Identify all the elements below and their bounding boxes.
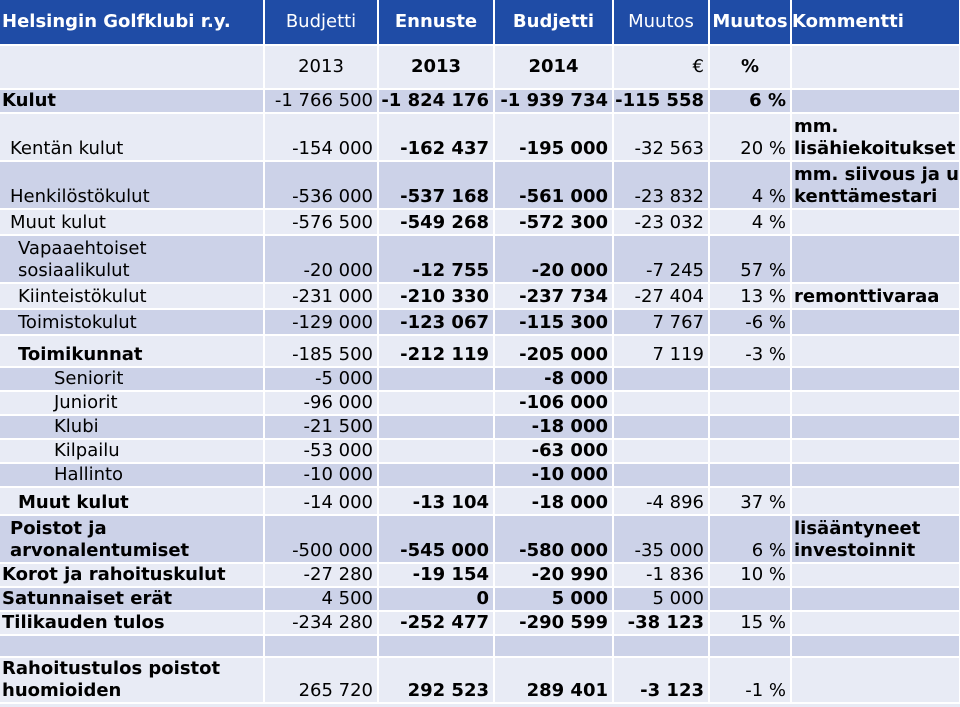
row-label [0, 657, 264, 703]
cell-budget-2014: -115 300 [494, 309, 613, 335]
comment-line: lisähiekoitukset [794, 138, 956, 159]
table-row [0, 283, 960, 309]
comment-line: mm. siivous ja u [794, 164, 959, 185]
cell-change-eur [613, 463, 709, 487]
cell-change-pct [709, 463, 791, 487]
row-label: Toimistokulut [0, 309, 264, 335]
cell-budget-2014: -290 599 [494, 611, 613, 635]
cell-budget-2013: -21 500 [264, 415, 378, 439]
cell-comment [791, 611, 960, 635]
label-line: Vapaaehtoiset [18, 238, 147, 259]
cell-change-pct: -6 % [709, 309, 791, 335]
cell-comment [791, 89, 960, 113]
cell-forecast-2013: -212 119 [378, 335, 494, 367]
table-row [0, 113, 960, 161]
row-label: Kiinteistökulut [0, 283, 264, 309]
cell-budget-2013: -20 000 [264, 235, 378, 283]
cell-budget-2013: -154 000 [264, 113, 378, 161]
row-label [0, 515, 264, 563]
cell-budget-2013: 265 720 [264, 657, 378, 703]
row-label: Kulut [0, 89, 264, 113]
cell-comment [791, 463, 960, 487]
table-row [0, 235, 960, 283]
cell-change-pct: 10 % [709, 563, 791, 587]
cell-budget-2014: -10 000 [494, 463, 613, 487]
label-line: arvonalentumiset [10, 540, 190, 561]
cell-budget-2013: -500 000 [264, 515, 378, 563]
cell-change-eur [613, 439, 709, 463]
cell-change-pct: 4 % [709, 209, 791, 235]
cell-budget-2013: -234 280 [264, 611, 378, 635]
cell-change-eur: 7 119 [613, 335, 709, 367]
table-row [0, 587, 960, 611]
cell-change-pct [709, 439, 791, 463]
cell-comment: remonttivaraa [791, 283, 960, 309]
cell-forecast-2013 [378, 439, 494, 463]
table-row [0, 515, 960, 563]
table-row [0, 335, 960, 367]
cell-budget-2013: -14 000 [264, 487, 378, 515]
cell-change-eur [613, 367, 709, 391]
cell-budget-2013: -96 000 [264, 391, 378, 415]
cell-budget-2014: -18 000 [494, 415, 613, 439]
col-header-budget-2013: Budjetti [264, 0, 378, 45]
table-row [0, 89, 960, 113]
spacer-row [0, 635, 960, 657]
cell-change-pct: 6 % [709, 89, 791, 113]
row-label: Korot ja rahoituskulut [0, 563, 264, 587]
year-budget-2014: 2014 [494, 45, 613, 89]
subheader-row [0, 45, 960, 89]
cell-forecast-2013: -19 154 [378, 563, 494, 587]
table-row [0, 657, 960, 703]
table-row [0, 439, 960, 463]
cell-forecast-2013: -12 755 [378, 235, 494, 283]
row-label: Satunnaiset erät [0, 587, 264, 611]
cell-budget-2013: -27 280 [264, 563, 378, 587]
unit-percent: % [709, 45, 791, 89]
cell-change-pct: 6 % [709, 515, 791, 563]
cell-comment [791, 367, 960, 391]
table-row [0, 415, 960, 439]
cell-change-pct: 15 % [709, 611, 791, 635]
cell-comment [791, 235, 960, 283]
cell-change-pct: 4 % [709, 161, 791, 209]
label-line: huomioiden [2, 680, 122, 701]
cell-forecast-2013: 292 523 [378, 657, 494, 703]
cell-comment [791, 587, 960, 611]
row-label: Hallinto [0, 463, 264, 487]
cell-change-eur: -7 245 [613, 235, 709, 283]
cell-budget-2013: -231 000 [264, 283, 378, 309]
label-line: Rahoitustulos poistot [2, 658, 221, 679]
cell-change-eur: 5 000 [613, 587, 709, 611]
col-header-budget-2014: Budjetti [494, 0, 613, 45]
cell-budget-2013: -536 000 [264, 161, 378, 209]
cell-budget-2013: -5 000 [264, 367, 378, 391]
table-row [0, 611, 960, 635]
table-row [0, 367, 960, 391]
label-line: sosiaalikulut [18, 260, 130, 281]
row-label: Toimikunnat [0, 335, 264, 367]
row-label: Kilpailu [0, 439, 264, 463]
header-row [0, 0, 960, 45]
cell-budget-2014: -8 000 [494, 367, 613, 391]
cell-change-pct: 13 % [709, 283, 791, 309]
table-row [0, 209, 960, 235]
cell-budget-2014: -561 000 [494, 161, 613, 209]
cell-comment [791, 563, 960, 587]
cell-budget-2014: -18 000 [494, 487, 613, 515]
cell-budget-2014: -1 939 734 [494, 89, 613, 113]
cell-forecast-2013 [378, 463, 494, 487]
cell-budget-2014: 5 000 [494, 587, 613, 611]
cell-forecast-2013: -252 477 [378, 611, 494, 635]
row-label: Muut kulut [0, 209, 264, 235]
cell-budget-2014: -20 990 [494, 563, 613, 587]
cell-change-pct: 20 % [709, 113, 791, 161]
cell-budget-2013: -10 000 [264, 463, 378, 487]
row-label: Henkilöstökulut [0, 161, 264, 209]
cell-comment [791, 113, 960, 161]
cell-comment [791, 657, 960, 703]
cell-change-eur: -3 123 [613, 657, 709, 703]
cell-comment [791, 415, 960, 439]
label-line: Poistot ja [10, 518, 107, 539]
cell-budget-2014: -205 000 [494, 335, 613, 367]
cell-change-pct: -1 % [709, 657, 791, 703]
cell-comment [791, 439, 960, 463]
cell-forecast-2013: -537 168 [378, 161, 494, 209]
cell-budget-2014: -572 300 [494, 209, 613, 235]
cell-forecast-2013: 0 [378, 587, 494, 611]
cell-budget-2014: -237 734 [494, 283, 613, 309]
cell-budget-2014: 289 401 [494, 657, 613, 703]
cell-forecast-2013: -210 330 [378, 283, 494, 309]
row-label: Muut kulut [0, 487, 264, 515]
row-label: Tilikauden tulos [0, 611, 264, 635]
table-row [0, 463, 960, 487]
cell-change-pct [709, 587, 791, 611]
cell-change-eur: -1 836 [613, 563, 709, 587]
col-header-change-eur: Muutos [613, 0, 709, 45]
comment-line: lisääntyneet [794, 518, 921, 539]
cell-comment [791, 335, 960, 367]
cell-forecast-2013 [378, 367, 494, 391]
cell-budget-2013: -129 000 [264, 309, 378, 335]
cell-change-pct [709, 415, 791, 439]
cell-change-eur [613, 415, 709, 439]
cell-forecast-2013: -1 824 176 [378, 89, 494, 113]
cell-change-eur: -38 123 [613, 611, 709, 635]
cell-budget-2014: -63 000 [494, 439, 613, 463]
col-header-comment: Kommentti [791, 0, 960, 45]
cell-change-pct [709, 391, 791, 415]
cell-budget-2013: -1 766 500 [264, 89, 378, 113]
cell-change-eur: -35 000 [613, 515, 709, 563]
comment-line: investoinnit [794, 540, 916, 561]
row-label: Juniorit [0, 391, 264, 415]
table-row [0, 309, 960, 335]
unit-euro: € [613, 45, 709, 89]
cell-comment [791, 309, 960, 335]
row-label: Seniorit [0, 367, 264, 391]
cell-change-eur: -27 404 [613, 283, 709, 309]
cell-forecast-2013: -549 268 [378, 209, 494, 235]
cell-comment [791, 209, 960, 235]
cell-forecast-2013: -123 067 [378, 309, 494, 335]
cell-change-pct: 37 % [709, 487, 791, 515]
comment-line: mm. [794, 116, 839, 137]
cell-comment [791, 487, 960, 515]
cell-comment [791, 515, 960, 563]
table-row [0, 391, 960, 415]
cell-forecast-2013: -545 000 [378, 515, 494, 563]
cell-budget-2014: -20 000 [494, 235, 613, 283]
cell-change-pct: -3 % [709, 335, 791, 367]
cell-budget-2014: -195 000 [494, 113, 613, 161]
year-forecast-2013: 2013 [378, 45, 494, 89]
cell-change-eur: -23 032 [613, 209, 709, 235]
cell-budget-2013: -53 000 [264, 439, 378, 463]
cell-change-eur [613, 391, 709, 415]
cell-change-eur: -4 896 [613, 487, 709, 515]
row-label: Klubi [0, 415, 264, 439]
col-header-forecast-2013: Ennuste [378, 0, 494, 45]
cell-budget-2014: -580 000 [494, 515, 613, 563]
cell-budget-2014: -106 000 [494, 391, 613, 415]
cell-comment [791, 391, 960, 415]
table-row [0, 563, 960, 587]
row-label [0, 235, 264, 283]
cell-budget-2013: -185 500 [264, 335, 378, 367]
cell-comment [791, 161, 960, 209]
org-name: Helsingin Golfklubi r.y. [0, 0, 264, 45]
cell-change-eur: -23 832 [613, 161, 709, 209]
cell-change-pct: 57 % [709, 235, 791, 283]
cell-forecast-2013 [378, 391, 494, 415]
table-row [0, 487, 960, 515]
year-budget-2013: 2013 [264, 45, 378, 89]
cell-change-eur: 7 767 [613, 309, 709, 335]
cell-budget-2013: 4 500 [264, 587, 378, 611]
table-row [0, 161, 960, 209]
col-header-change-pct: Muutos [709, 0, 791, 45]
row-label: Kentän kulut [0, 113, 264, 161]
cell-budget-2013: -576 500 [264, 209, 378, 235]
cell-change-eur: -32 563 [613, 113, 709, 161]
cell-change-eur: -115 558 [613, 89, 709, 113]
comment-line: kenttämestari [794, 186, 938, 207]
cell-change-pct [709, 367, 791, 391]
cell-forecast-2013 [378, 415, 494, 439]
cell-forecast-2013: -162 437 [378, 113, 494, 161]
cell-forecast-2013: -13 104 [378, 487, 494, 515]
